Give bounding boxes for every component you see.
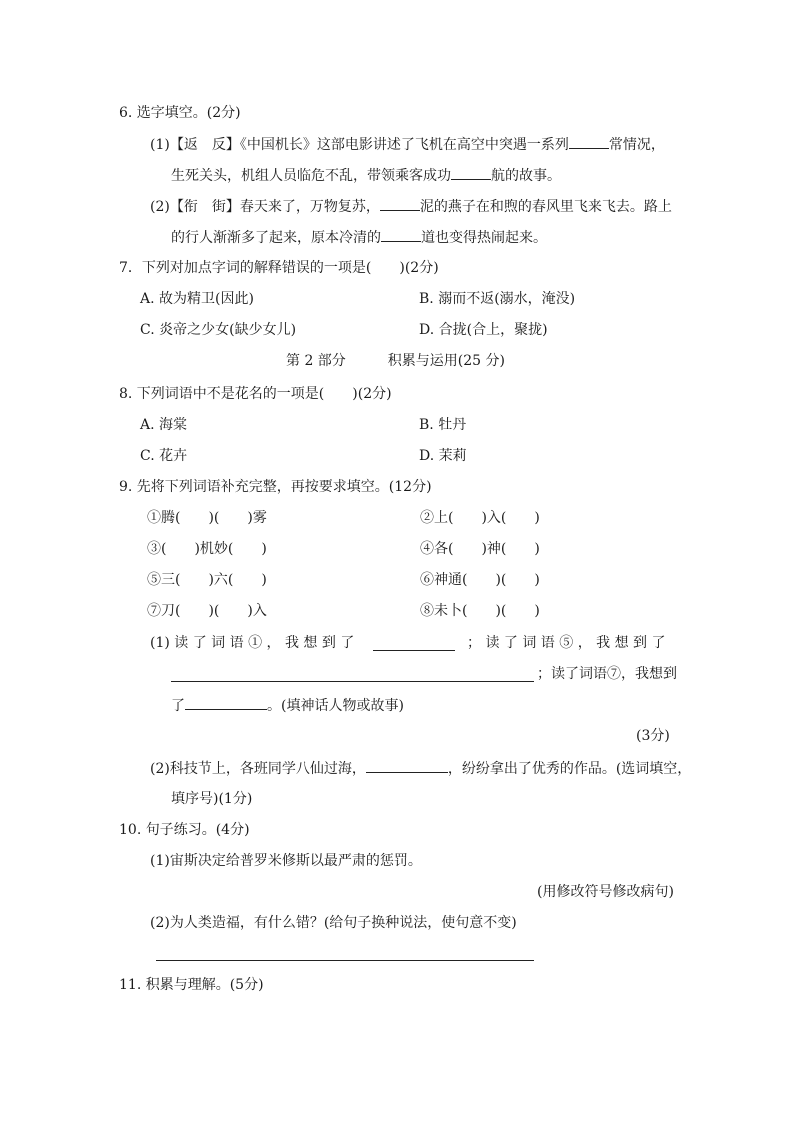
q8-option-b[interactable]: B. 牡丹	[419, 417, 467, 433]
q6-item2-line1	[150, 196, 672, 217]
q10-sub1: (1)宙斯决定给普罗米修斯以最严肃的惩罚。	[150, 853, 422, 869]
q6-item2-text-b: 泥的燕子在和煦的春风里飞来飞去。路上	[419, 199, 672, 215]
q9-sub1-blank3[interactable]	[185, 695, 267, 710]
q9-word-6[interactable]: ⑥神通( )( )	[420, 572, 540, 588]
q9-word-4[interactable]: ④各( )神( )	[420, 541, 540, 557]
q10-answer-line[interactable]	[156, 960, 534, 961]
q6-item1-blank2[interactable]	[451, 165, 491, 180]
q11-title: 11. 积累与理解。(5分)	[119, 977, 264, 993]
q9-sub1-score: (3分)	[636, 728, 670, 744]
q6-item1-line2	[171, 165, 561, 186]
q9-sub1-line3-suffix: 。(填神话人物或故事)	[267, 698, 404, 714]
q9-word-7[interactable]: ⑦刀( )( )入	[147, 603, 267, 619]
q9-word-5[interactable]: ⑤三( )六( )	[147, 572, 267, 588]
q8-option-a[interactable]: A. 海棠	[140, 417, 188, 433]
q9-word-8[interactable]: ⑧未卜( )( )	[420, 603, 540, 619]
q6-item2-blank1[interactable]	[380, 196, 420, 211]
q10-title: 10. 句子练习。(4分)	[119, 822, 250, 838]
q7-option-b[interactable]: B. 溺而不返(溺水，淹没)	[419, 291, 576, 307]
q9-sub2-text-a: (2)科技节上，各班同学八仙过海，	[150, 761, 366, 777]
q9-sub2-line1	[150, 758, 691, 779]
q8-title: 8. 下列词语中不是花名的一项是( )(2分)	[119, 386, 392, 402]
q6-item1-text-c: 生死关头，机组人员临危不乱，带领乘客成功	[171, 168, 451, 184]
q6-item1-line1	[150, 134, 665, 155]
q8-option-d[interactable]: D. 茉莉	[419, 448, 467, 464]
q9-sub2-text-b: ，纷纷拿出了优秀的作品。(选词填空，	[447, 761, 692, 777]
q9-sub1-line3	[171, 695, 404, 716]
q9-sub1-line1-a: (1) 读 了 词 语 ① ， 我 想 到 了	[150, 635, 355, 651]
q7-title: 7．下列对加点字词的解释错误的一项是( )(2分)	[119, 260, 439, 276]
q6-item1-text-d: 航的故事。	[491, 168, 561, 184]
q7-option-d[interactable]: D. 合拢(合上，聚拢)	[419, 322, 548, 338]
q7-option-c[interactable]: C. 炎帝之少女(缺少女儿)	[140, 322, 297, 338]
q8-option-c[interactable]: C. 花卉	[140, 448, 188, 464]
q6-item1-text-a: (1)【返 反】《中国机长》这部电影讲述了飞机在高空中突遇一系列	[150, 137, 569, 153]
q6-item2-blank2[interactable]	[381, 227, 421, 242]
q9-sub1-line1-b: ； 读 了 词 语 ⑤ ， 我 想 到 了	[467, 635, 666, 651]
q6-item2-text-d: 道也变得热闹起来。	[421, 230, 547, 246]
q6-item1-blank1[interactable]	[569, 134, 609, 149]
q9-word-3[interactable]: ③( )机妙( )	[147, 541, 267, 557]
q6-item2-line2	[171, 227, 547, 248]
q9-word-2[interactable]: ②上( )入( )	[420, 510, 540, 526]
q9-sub1-line2: ；读了词语⑦，我想到	[537, 666, 677, 682]
part2-heading: 第 2 部分 积累与运用(25 分)	[286, 353, 505, 369]
q6-item1-text-b: 常情况，	[608, 137, 665, 153]
q9-word-1[interactable]: ①腾( )( )雾	[147, 510, 267, 526]
q9-sub1-line3-prefix: 了	[171, 698, 185, 714]
q6-item2-text-a: (2)【衔 街】春天来了，万物复苏，	[150, 199, 380, 215]
q7-option-a[interactable]: A. 故为精卫(因此)	[140, 291, 254, 307]
q9-title: 9. 先将下列词语补充完整，再按要求填空。(12分)	[119, 479, 432, 495]
q10-sub1-hint: (用修改符号修改病句)	[537, 884, 674, 900]
q10-sub2: (2)为人类造福，有什么错？(给句子换种说法，使句意不变)	[150, 915, 517, 931]
q9-sub1-blank1[interactable]	[373, 650, 455, 651]
q9-sub2-blank[interactable]	[366, 758, 448, 773]
q6-item2-text-c: 的行人渐渐多了起来，原本冷清的	[171, 230, 381, 246]
q9-sub2-line2: 填序号)(1分)	[171, 791, 253, 807]
q6-title: 6. 选字填空。(2分)	[119, 105, 241, 121]
q9-sub1-blank2[interactable]	[171, 681, 534, 682]
